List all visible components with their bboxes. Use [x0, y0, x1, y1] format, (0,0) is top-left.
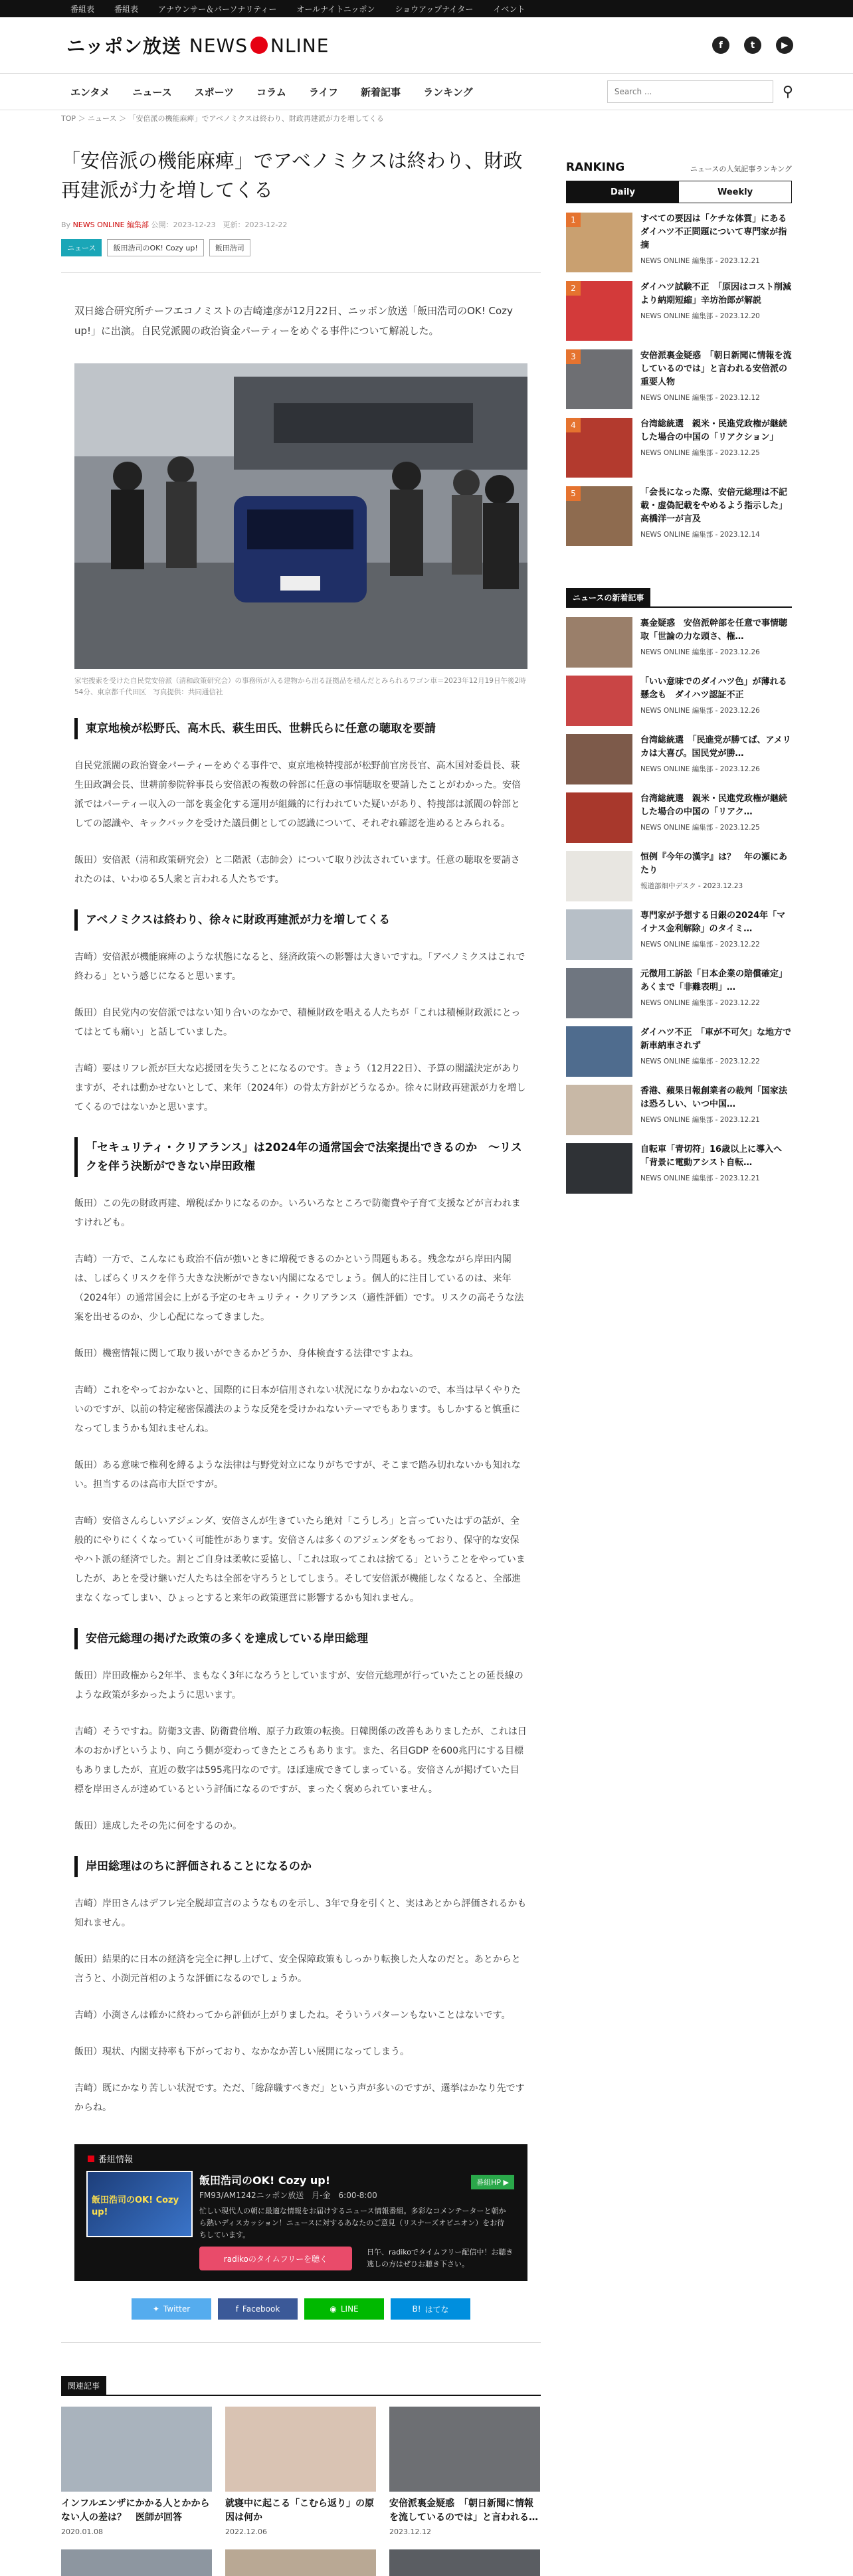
search-icon[interactable]: ⚲ — [782, 83, 793, 100]
related-thumbnail[interactable] — [61, 2407, 212, 2492]
news-item-text — [640, 1143, 792, 1202]
paragraph: 吉崎）要はリフレ派が巨大な応援団を失うことになるのです。きょう（12月22日）、予算の閣議決定がありますが、それは動かせないとして、来年（2024年）の骨太方針がどうなるか。徐々に財政再建派が力を増してくるのではないかと思います。 — [74, 1063, 526, 1113]
ranking-subtitle: ニュースの人気記事ランキング — [690, 165, 792, 173]
news-thumbnail[interactable] — [566, 1026, 632, 1077]
share-twitter-label: Twitter — [163, 2304, 191, 2314]
ranking-item[interactable] — [566, 213, 796, 281]
news-item-title[interactable]: 自転車「青切符」16歳以上に導入へ 「背景に電動アシスト自転… — [640, 1145, 791, 1168]
ranking-item-text — [640, 281, 792, 349]
ranking-tabs — [566, 181, 792, 203]
search-box — [607, 80, 793, 103]
share-line-button[interactable] — [304, 2298, 384, 2320]
related-item[interactable] — [225, 2407, 376, 2536]
ranking-item-info: NEWS ONLINE 編集部 - 2023.12.20 — [640, 312, 760, 320]
share-buttons — [74, 2298, 527, 2320]
topbar-link-showup[interactable]: ショウアップナイター — [395, 4, 474, 14]
paragraph: 吉崎）岸田さんはデフレ完全脱却宣言のようなものを示し、3年で身を引くと、実はあとから評価されるかも知れません。 — [74, 1898, 527, 1928]
square-icon — [88, 2156, 94, 2162]
logo-en-left: NEWS — [189, 34, 248, 56]
program-banner-text: 飯田浩司のOK! Cozy up! — [92, 2195, 179, 2217]
news-item[interactable] — [566, 851, 792, 909]
related-thumbnail[interactable] — [389, 2549, 540, 2576]
share-facebook-label: Facebook — [242, 2304, 280, 2314]
section-heading: 東京地検が松野氏、高木氏、萩生田氏、世耕氏らに任意の聴取を要請 — [74, 718, 527, 739]
rank-number: 5 — [566, 486, 581, 501]
news-list — [566, 617, 792, 1202]
ranking-item-title[interactable]: 安倍派裏金疑惑 「朝日新聞に情報を流しているのでは」と言われる安倍派の重要人物 — [640, 351, 792, 387]
ranking-item[interactable] — [566, 281, 792, 349]
tag-news[interactable]: ニュース — [61, 239, 102, 256]
section-heading: アベノミクスは終わり、徐々に財政再建派が力を増してくる — [74, 909, 527, 931]
ranking-item-title[interactable]: 台湾総統選 親米・民進党政権が継続した場合の中国の「リアクション」 — [640, 419, 788, 442]
photo-caption: 家宅捜索を受けた自民党安倍派（清和政策研究会）の事務所が入る建物から出る証拠品を積んだとみられるワゴン車＝2023年12月19日午後2時54分、東京都千代田区 写真提供：共同通信社 — [74, 677, 526, 696]
news-item[interactable] — [566, 1143, 792, 1202]
ranking-thumbnail[interactable] — [566, 418, 632, 478]
ranking-thumbnail[interactable] — [566, 281, 632, 341]
ranking-item-text — [640, 486, 792, 555]
nav-item-ranking[interactable]: ランキング — [423, 86, 473, 98]
section-heading: 安倍元総理の掲げた政策の多くを達成している岸田総理 — [74, 1628, 527, 1649]
news-item[interactable] — [566, 676, 792, 734]
news-item-text — [640, 734, 792, 792]
news-item[interactable] — [566, 734, 792, 792]
ranking-item[interactable] — [566, 349, 792, 418]
news-thumbnail[interactable] — [566, 734, 632, 784]
section-2 — [74, 909, 527, 1117]
paragraph: 飯田）機密情報に関して取り扱いができるかどうか、身体検査する法律ですよね。 — [74, 1348, 419, 1359]
topbar-link-schedule[interactable]: 番組表 — [70, 4, 95, 14]
share-hatena-button[interactable] — [391, 2298, 470, 2320]
rank-number: 4 — [566, 418, 581, 432]
news-item-text — [640, 792, 792, 851]
paragraph: 吉崎）小渕さんは確かに終わってから評価が上がりましたね。そういうパターンもないことはないです。 — [74, 2010, 511, 2021]
related-title[interactable]: インフルエンザにかかる人とかからない人の差は？ 医師が回答 — [61, 2498, 210, 2523]
paragraph: 飯田）ある意味で権利を縛るような法律は与野党対立になりがちですが、そこまで踏み切れないかも知れない。担当するのは高市大臣ですが。 — [74, 1460, 521, 1490]
meta-dates: 公開：2023-12-23 更新：2023-12-22 — [151, 221, 288, 229]
news-item[interactable] — [566, 968, 792, 1026]
news-item-info: NEWS ONLINE 編集部 - 2023.12.22 — [640, 1058, 760, 1065]
ranking-item-text — [640, 418, 792, 486]
news-item-title[interactable]: 元徴用工訴訟「日本企業の賠償確定」 あくまで「非難表明」… — [640, 969, 792, 992]
main-nav — [0, 73, 853, 110]
rank-number: 2 — [566, 281, 581, 296]
ranking-item-text — [640, 213, 796, 281]
hatena-icon: B! — [412, 2304, 421, 2314]
news-item-title[interactable]: 「いい意味でのダイハツ色」が薄れる懸念も ダイハツ認証不正 — [640, 677, 787, 700]
paragraph: 飯田）安倍派（清和政策研究会）と二階派（志帥会）について取り沙汰されています。任意の聴取を要請されたのは、いわゆる5人衆と言われる人たちです。 — [74, 855, 520, 885]
program-hp-button[interactable]: 番組HP ▶ — [471, 2175, 514, 2189]
paragraph: 飯田）この先の財政再建、増税ばかりになるのか。いろいろなところで防衛費や子育て支援などが言われますけれども。 — [74, 1198, 521, 1228]
related-list — [61, 2407, 541, 2536]
facebook-icon: f — [235, 2304, 238, 2314]
ranking-title: RANKING — [566, 161, 625, 174]
news-item-text — [640, 676, 792, 734]
program-label — [88, 2152, 133, 2165]
nav-items — [70, 85, 473, 99]
news-item-title[interactable]: ダイハツ不正 「車が不可欠」な地方で新車納車されず — [640, 1028, 791, 1051]
news-item-info: NEWS ONLINE 編集部 - 2023.12.21 — [640, 1116, 760, 1124]
related-item[interactable] — [389, 2407, 540, 2536]
related-thumbnail[interactable] — [389, 2407, 540, 2492]
news-item[interactable] — [566, 1026, 792, 1085]
topbar-link-event[interactable]: イベント — [493, 4, 525, 14]
related-item[interactable] — [61, 2407, 212, 2536]
facebook-icon[interactable]: f — [712, 37, 729, 54]
divider — [61, 2395, 541, 2396]
social-links — [712, 37, 793, 54]
related-date: 2022.12.06 — [225, 2528, 267, 2536]
section-4 — [74, 1628, 527, 1836]
article-tags — [61, 239, 541, 256]
news-item-title[interactable]: 恒例『今年の漢字』は？ 年の瀬にあたり — [640, 852, 788, 875]
program-info-box — [74, 2144, 527, 2281]
news-thumbnail[interactable] — [566, 909, 632, 960]
search-input[interactable] — [607, 80, 773, 103]
ranking-item-title[interactable]: すべての要因は「ケチな体質」にある ダイハツ不正問題について専門家が指摘 — [640, 214, 796, 250]
paragraph: 吉崎）そうですね。防衛3文書、防衛費倍増、原子力政策の転換。日韓関係の改善もありましたが、これは日本のおかげというより、向こう側が変わってきたところもあります。また、名目GDP を600兆円にする目標もありましたが、直近の数字は595兆円なのです。ほぼ達成できてしまっている。安倍さんが掲げていた目標を岸田さんが達めているという評価になるのですが、まったく褒められていません。 — [74, 1726, 527, 1795]
tab-daily[interactable]: Daily — [567, 181, 679, 203]
nav-item-column[interactable]: コラム — [256, 86, 286, 98]
article-lead: 双日総合研究所チーフエコノミストの吉崎達彦が12月22日、ニッポン放送「飯田浩司のOK! Cozy up!」に出演。自民党派閥の政治資金パーティーをめぐる事件について解説した。 — [74, 305, 513, 337]
news-item[interactable] — [566, 909, 792, 968]
logo-jp: ニッポン放送 — [66, 35, 181, 57]
news-thumbnail[interactable] — [566, 617, 632, 668]
ranking-item-info: NEWS ONLINE 編集部 - 2023.12.25 — [640, 449, 760, 457]
news-item[interactable] — [566, 792, 792, 851]
ranking-thumbnail[interactable] — [566, 486, 632, 546]
site-logo[interactable] — [66, 32, 329, 58]
related-list-row2 — [61, 2549, 541, 2576]
topbar-link-allnight[interactable]: オールナイトニッポン — [296, 4, 375, 14]
ranking-thumbnail[interactable] — [566, 349, 632, 409]
paragraph: 飯田）達成したその先に何をするのか。 — [74, 1821, 242, 1831]
paragraph: 吉崎）一方で、こんなにも政治不信が強いときに増税できるのかという問題もある。残念ながら岸田内閣は、しばらくリスクを伴う大きな決断ができない内閣になるでしょう。個人的に注目しているのは、来年（2024年）の通常国会に上がる予定のセキュリティ・クリアランス（適性評価）です。リスクの高そうな法案を出せるのか、少し心配になってきました。 — [74, 1254, 524, 1323]
paragraph: 飯田）現状、内閣支持率も下がっており、なかなか苦しい展開になってしまう。 — [74, 2047, 409, 2057]
news-thumbnail[interactable] — [566, 1143, 632, 1194]
twitter-icon[interactable]: t — [744, 37, 761, 54]
topbar-link-schedule-2[interactable]: 番組表 — [114, 4, 139, 14]
share-twitter-button[interactable] — [132, 2298, 211, 2320]
radiko-button[interactable]: radikoのタイムフリーを聴く — [199, 2247, 352, 2270]
article-photo — [74, 363, 527, 669]
logo-dot-icon — [250, 37, 268, 54]
paragraph: 飯田）結果的に日本の経済を完全に押し上げて、安全保障政策もしっかり転換した人なのだと。あとからと言うと、小渕元首相のような評価になるのでしょうか。 — [74, 1954, 521, 1984]
program-label-text: 番組情報 — [98, 2155, 134, 2165]
paragraph: 飯田）自民党内の安倍派ではない知り合いのなかで、積極財政を唱える人たちが「これは積極財政派にとってはとても痛い」と話していました。 — [74, 1008, 521, 1038]
news-thumbnail[interactable] — [566, 1085, 632, 1135]
ranking-thumbnail[interactable] — [566, 213, 632, 272]
line-icon: ◉ — [330, 2304, 337, 2314]
logo-en-right: NLINE — [270, 34, 330, 56]
news-item-info: NEWS ONLINE 編集部 - 2023.12.26 — [640, 707, 760, 715]
news-item-title[interactable]: 台湾総統選 「民進党が勝てば、アメリカは大喜び。国民党が勝… — [640, 735, 791, 759]
meta-by: By — [61, 221, 71, 229]
twitter-icon: ✦ — [152, 2304, 159, 2314]
meta-author[interactable]: NEWS ONLINE 編集部 — [72, 221, 149, 229]
news-item-title[interactable]: 専門家が予想する日銀の2024年「マイナス金利解除」のタイミ… — [640, 911, 786, 934]
nav-item-new-articles[interactable]: 新着記事 — [361, 86, 401, 98]
section-1 — [74, 718, 527, 889]
news-item-info: NEWS ONLINE 編集部 - 2023.12.21 — [640, 1174, 760, 1182]
radiko-note: 日午、radikoでタイムフリー配信中！お聴き逃しの方はぜひお聴き下さい。 — [367, 2248, 514, 2268]
news-item-title[interactable]: 裏金疑惑 安倍派幹部を任意で事情聴取「世論の力な頭さ、権… — [640, 618, 788, 642]
ranking-header — [566, 161, 792, 174]
related-thumbnail[interactable] — [61, 2549, 212, 2576]
ranking-item-info: NEWS ONLINE 編集部 - 2023.12.21 — [640, 257, 760, 265]
news-thumbnail[interactable] — [566, 851, 632, 901]
paragraph: 吉崎）既にかなり苦しい状況です。ただ、「総辞職すべきだ」という声が多いのですが、選挙はかなり先ですからね。 — [74, 2083, 525, 2113]
tag-program[interactable]: 飯田浩司のOK! Cozy up! — [107, 239, 203, 256]
news-item-text — [640, 909, 792, 968]
breadcrumb[interactable]: TOP ＞ ニュース ＞ 「安倍派の機能麻痺」でアベノミクスは終わり、財政再建派が力を増してくる — [61, 114, 384, 123]
section-heading: 「セキュリティ・クリアランス」は2024年の通常国会で法案提出できるのか ～リスクを伴う決断ができない岸田政権 — [74, 1137, 527, 1177]
article-body — [61, 301, 541, 2320]
related-title[interactable]: 安倍派裏金疑惑 「朝日新聞に情報を流しているのでは」と言われる… — [389, 2498, 538, 2523]
paragraph: 吉崎）安倍派が機能麻痺のような状態になると、経済政策への影響は大きいですね。「アベノミクスはこれで終わる」という感じになると思います。 — [74, 952, 525, 982]
related-date: 2023.12.12 — [389, 2528, 431, 2536]
news-item-text — [640, 1085, 792, 1143]
top-bar — [0, 0, 853, 17]
ranking-item[interactable] — [566, 418, 792, 486]
rank-number: 1 — [566, 213, 581, 227]
news-thumbnail[interactable] — [566, 676, 632, 726]
ranking-item-info: NEWS ONLINE 編集部 - 2023.12.14 — [640, 531, 760, 539]
nav-item-news[interactable]: ニュース — [132, 86, 172, 98]
news-item-title[interactable]: 香港、蘋果日報創業者の裁判「国家法は恐ろしい、いつ中国… — [640, 1086, 788, 1109]
news-item-info: NEWS ONLINE 編集部 - 2023.12.22 — [640, 941, 760, 949]
news-item[interactable] — [566, 617, 792, 676]
tag-host[interactable]: 飯田浩司 — [209, 239, 250, 256]
ranking-item-title[interactable]: ダイハツ試験不正 「原因はコスト削減より納期短縮」辛坊治郎が解説 — [640, 282, 791, 306]
site-header — [0, 17, 853, 73]
related-thumbnail[interactable] — [225, 2549, 376, 2576]
nav-item-sports[interactable]: スポーツ — [194, 86, 235, 98]
related-thumbnail[interactable] — [225, 2407, 376, 2492]
related-heading: 関連記事 — [61, 2376, 106, 2395]
news-item-title[interactable]: 台湾総統選 親米・民進党政権が継続した場合の中国の「リアク… — [640, 794, 788, 817]
program-description: 忙しい現代人の朝に最適な情報をお届けするニュース情報番組。多彩なコメンテーターと朝から熱いディスカッション！ニュースに対するあなたのご意見（リスナーズオピニオン）をお待ちしています。 — [199, 2207, 506, 2239]
paragraph: 自民党派閥の政治資金パーティーをめぐる事件で、東京地検特捜部が松野前官房長官、高木国対委員長、萩生田政調会長、世耕前参院幹事長ら安倍派の複数の幹部に任意の事情聴取を要請したことがわかった。安倍派ではパーティー収入の一部を裏金化する運用が組織的に行われていた疑いがあり、特捜部は派閥の幹部としての認識や、キックバックを受けた議員側としての認識について、それぞれ確認を進めるとみられる。 — [74, 761, 521, 829]
paragraph: 飯田）岸田政権から2年半、まもなく3年になろうとしていますが、安倍元総理が行っていたことの延長線のような政策が多かったように思います。 — [74, 1671, 523, 1701]
ranking-item[interactable] — [566, 486, 792, 555]
sidebar — [566, 161, 796, 1202]
section-5 — [74, 1856, 527, 2118]
divider — [61, 2342, 541, 2343]
news-item[interactable] — [566, 1085, 792, 1143]
photo-illustration — [74, 363, 527, 669]
rank-number: 3 — [566, 349, 581, 364]
article-meta — [61, 219, 541, 230]
paragraph: 吉崎）これをやっておかないと、国際的に日本が信用されない状況になりかねないので、本当は早くやりたいのですが、以前の特定秘密保護法のような反発を受けかねないテーマでもあります。もしかすると慎重になってしまうかも知れませんね。 — [74, 1385, 521, 1434]
news-item-info: NEWS ONLINE 編集部 - 2023.12.26 — [640, 648, 760, 656]
article-title: 「安倍派の機能麻痺」でアベノミクスは終わり、財政再建派が力を増してくる — [61, 149, 523, 201]
news-item-text — [640, 1026, 792, 1085]
news-item-info: 報道部畑中デスク - 2023.12.23 — [640, 882, 743, 890]
news-item-text — [640, 968, 792, 1026]
program-banner[interactable] — [86, 2171, 193, 2237]
news-item-text — [640, 617, 792, 676]
news-thumbnail[interactable] — [566, 792, 632, 843]
nav-item-life[interactable]: ライフ — [308, 86, 339, 98]
news-thumbnail[interactable] — [566, 968, 632, 1018]
program-name[interactable]: 飯田浩司のOK! Cozy up! — [199, 2174, 331, 2187]
news-item-info: NEWS ONLINE 編集部 - 2023.12.26 — [640, 765, 760, 773]
tab-weekly[interactable]: Weekly — [679, 181, 791, 203]
ranking-list — [566, 213, 796, 555]
related-title[interactable]: 就寝中に起こる「こむら返り」の原因は何か — [225, 2498, 374, 2523]
divider — [61, 272, 541, 273]
news-item-info: NEWS ONLINE 編集部 - 2023.12.25 — [640, 824, 760, 832]
section-3 — [74, 1137, 527, 1608]
share-facebook-button[interactable] — [218, 2298, 298, 2320]
ranking-item-info: NEWS ONLINE 編集部 - 2023.12.12 — [640, 394, 760, 402]
news-heading: ニュースの新着記事 — [566, 588, 650, 607]
ranking-item-text — [640, 349, 792, 418]
related-date: 2020.01.08 — [61, 2528, 103, 2536]
news-item-text — [640, 851, 792, 909]
topbar-link-announcers[interactable]: アナウンサー＆パーソナリティー — [158, 4, 277, 14]
news-item-info: NEWS ONLINE 編集部 - 2023.12.22 — [640, 999, 760, 1007]
article-main — [61, 146, 541, 2576]
share-line-label: LINE — [340, 2304, 359, 2314]
nav-item-entertainment[interactable]: エンタメ — [70, 86, 110, 98]
program-time: FM93/AM1242ニッポン放送 月-金 6:00-8:00 — [199, 2191, 377, 2200]
paragraph: 吉崎）安倍さんらしいアジェンダ、安倍さんが生きていたら絶対「こうしろ」と言っていたはずの話が、全般的にやりにくくなっていく可能性があります。安倍さんは多くのアジェンダをもっており、保守的な安保やハト派の経済でした。割とご自身は柔軟に妥協し、「これは取ってこれは捨てる」ということをやっていましたが、あとを受け継いだ人たちは全部を守ろうとしてしまう。そして安倍派が機能しなくなると、全部進まなくなってしまい、ひょっとすると来年の政策運営に影響するかも知れません。 — [74, 1516, 525, 1604]
section-heading: 岸田総理はのちに評価されることになるのか — [74, 1856, 527, 1877]
ranking-item-title[interactable]: 「会長になった際、安倍元総理は不記載・虚偽記載をやめるよう指示した」 高橋洋一が言及 — [640, 488, 792, 524]
share-hatena-label: はてな — [425, 2304, 449, 2314]
youtube-icon[interactable]: ▶ — [776, 37, 793, 54]
